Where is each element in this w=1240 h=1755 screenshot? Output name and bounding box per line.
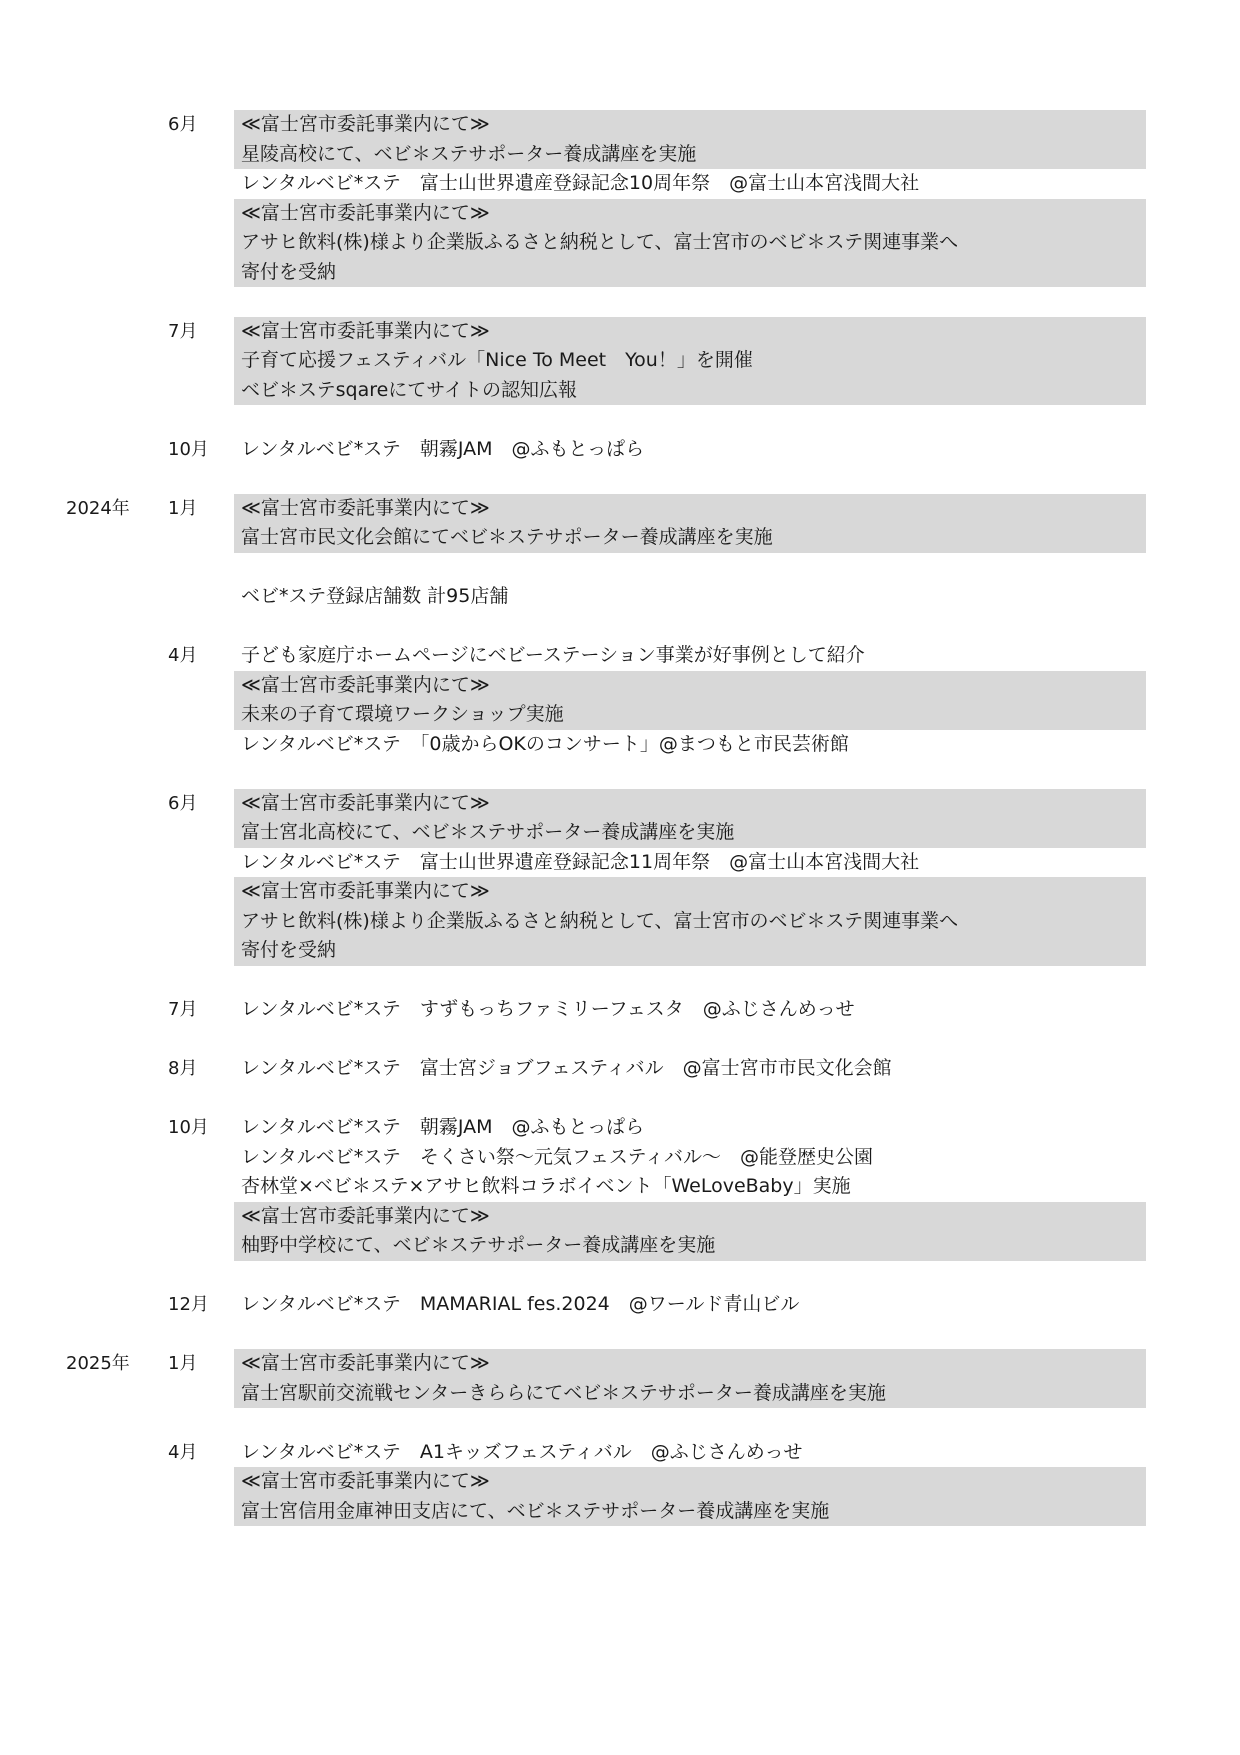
entry-text-line: 未来の子育て環境ワークショップ実施 <box>241 703 564 725</box>
entry-lines <box>234 789 1146 966</box>
event-block <box>234 1113 1146 1202</box>
month-label: 6月 <box>168 114 198 135</box>
entry-lines <box>234 1349 1146 1408</box>
entry-text-line: レンタルベビ*ステ 富士山世界遺産登録記念11周年祭 @富士山本宮浅間大社 <box>241 850 920 873</box>
month-label: 7月 <box>168 999 198 1020</box>
entry-text-line: レンタルベビ*ステ 朝霧JAM @ふもとっぱら <box>241 437 645 460</box>
entry-text-line: レンタルベビ*ステ すずもっちファミリーフェスタ @ふじさんめっせ <box>241 998 855 1020</box>
commissioned-project-block <box>234 1467 1146 1526</box>
entry-text-line: 寄付を受納 <box>241 939 337 961</box>
commissioned-project-block <box>234 1202 1146 1261</box>
month-label: 1月 <box>168 1353 198 1374</box>
entry-text-line: ≪富士宮市委託事業内にて≫ <box>241 201 490 224</box>
entry-text-line: レンタルベビ*ステ 富士宮ジョブフェスティバル @富士宮市市民文化会館 <box>241 1057 892 1079</box>
timeline-entry <box>0 641 1240 759</box>
timeline-entry <box>0 110 1240 287</box>
month-label: 4月 <box>168 645 198 666</box>
commissioned-project-block <box>234 317 1146 406</box>
entry-text-line: ≪富士宮市委託事業内にて≫ <box>241 791 490 814</box>
month-label: 10月 <box>168 438 209 460</box>
commissioned-project-block <box>234 671 1146 730</box>
commissioned-project-block <box>234 110 1146 169</box>
entry-text-line: レンタルベビ*ステ そくさい祭～元気フェスティバル～ @能登歴史公園 <box>241 1145 874 1168</box>
event-block <box>234 995 1146 1025</box>
timeline-entry <box>0 435 1240 465</box>
commissioned-project-block <box>234 494 1146 553</box>
event-block <box>234 582 1146 612</box>
month-label: 12月 <box>168 1294 209 1315</box>
timeline-entry <box>0 995 1240 1025</box>
timeline-entry <box>0 582 1240 612</box>
entry-lines <box>234 995 1146 1025</box>
timeline-entry <box>0 1113 1240 1261</box>
activity-timeline <box>0 110 1240 1556</box>
month-label: 7月 <box>168 320 198 342</box>
entry-lines <box>234 1438 1146 1527</box>
entry-text-line: ベビ*ステ登録店舗数 計95店舗 <box>241 585 509 607</box>
event-block <box>234 1290 1146 1320</box>
event-block <box>234 848 1146 878</box>
entry-text-line: 富士宮信用金庫神田支店にて、ベビ＊ステサポーター養成講座を実施 <box>241 1499 830 1522</box>
entry-text-line: レンタルベビ*ステ 「0歳からOKのコンサート」@まつもと市民芸術館 <box>241 732 849 755</box>
month-label: 4月 <box>168 1441 198 1463</box>
entry-text-line: ≪富士宮市委託事業内にて≫ <box>241 880 490 902</box>
month-label: 8月 <box>168 1058 198 1079</box>
event-block <box>234 1438 1146 1468</box>
entry-lines <box>234 1290 1146 1320</box>
entry-lines <box>234 317 1146 406</box>
entry-text-line: アサヒ飲料(株)様より企業版ふるさと納税として、富士宮市のベビ＊ステ関連事業へ <box>241 909 959 932</box>
entry-lines <box>234 582 1146 612</box>
entry-lines <box>234 1054 1146 1084</box>
year-label: 2024年 <box>66 497 130 519</box>
event-block <box>234 1054 1146 1084</box>
timeline-entry <box>0 1054 1240 1084</box>
timeline-entry <box>0 317 1240 406</box>
month-label: 6月 <box>168 792 198 814</box>
entry-lines <box>234 110 1146 287</box>
entry-text-line: 子ども家庭庁ホームページにベビーステーション事業が好事例として紹介 <box>241 644 865 666</box>
entry-text-line: ≪富士宮市委託事業内にて≫ <box>241 319 490 342</box>
year-label: 2025年 <box>66 1353 130 1374</box>
month-label: 1月 <box>168 497 198 519</box>
event-block <box>234 169 1146 199</box>
entry-text-line: 富士宮駅前交流戦センターきららにてベビ＊ステサポーター養成講座を実施 <box>241 1381 886 1404</box>
entry-text-line: ≪富士宮市委託事業内にて≫ <box>241 1470 490 1492</box>
commissioned-project-block <box>234 877 1146 966</box>
entry-text-line: レンタルベビ*ステ 富士山世界遺産登録記念10周年祭 @富士山本宮浅間大社 <box>241 172 920 194</box>
entry-text-line: 杏林堂×ベビ＊ステ×アサヒ飲料コラボイベント「WeLoveBaby」実施 <box>241 1175 851 1197</box>
commissioned-project-block <box>234 789 1146 848</box>
entry-text-line: レンタルベビ*ステ 朝霧JAM @ふもとっぱら <box>241 1116 645 1138</box>
entry-text-line: ベビ＊ステsqareにてサイトの認知広報 <box>241 378 577 401</box>
entry-text-line: 柚野中学校にて、ベビ＊ステサポーター養成講座を実施 <box>241 1234 716 1256</box>
event-block <box>234 435 1146 465</box>
commissioned-project-block <box>234 1349 1146 1408</box>
entry-text-line: ≪富士宮市委託事業内にて≫ <box>241 1204 490 1227</box>
timeline-entry <box>0 1349 1240 1408</box>
entry-text-line: 星陵高校にて、ベビ＊ステサポーター養成講座を実施 <box>241 142 697 165</box>
entry-text-line: ≪富士宮市委託事業内にて≫ <box>241 1352 490 1374</box>
entry-lines <box>234 1113 1146 1261</box>
entry-text-line: レンタルベビ*ステ A1キッズフェスティバル @ふじさんめっせ <box>241 1440 803 1463</box>
commissioned-project-block <box>234 199 1146 288</box>
entry-lines <box>234 641 1146 759</box>
month-label: 10月 <box>168 1117 209 1138</box>
timeline-entry <box>0 789 1240 966</box>
event-block <box>234 641 1146 671</box>
entry-text-line: ≪富士宮市委託事業内にて≫ <box>241 496 490 519</box>
entry-text-line: アサヒ飲料(株)様より企業版ふるさと納税として、富士宮市のベビ＊ステ関連事業へ <box>241 231 959 253</box>
entry-lines <box>234 494 1146 553</box>
entry-text-line: ≪富士宮市委託事業内にて≫ <box>241 113 490 135</box>
entry-text-line: 富士宮市民文化会館にてベビ＊ステサポーター養成講座を実施 <box>241 526 773 548</box>
timeline-entry <box>0 1290 1240 1320</box>
timeline-entry <box>0 494 1240 553</box>
entry-lines <box>234 435 1146 465</box>
timeline-entry <box>0 1438 1240 1527</box>
entry-text-line: 寄付を受納 <box>241 260 337 283</box>
entry-text-line: ≪富士宮市委託事業内にて≫ <box>241 673 490 696</box>
entry-text-line: 子育て応援フェスティバル「Nice To Meet You！」を開催 <box>241 349 753 371</box>
entry-text-line: 富士宮北高校にて、ベビ＊ステサポーター養成講座を実施 <box>241 821 735 843</box>
event-block <box>234 730 1146 760</box>
entry-text-line: レンタルベビ*ステ MAMARIAL fes.2024 @ワールド青山ビル <box>241 1293 800 1315</box>
